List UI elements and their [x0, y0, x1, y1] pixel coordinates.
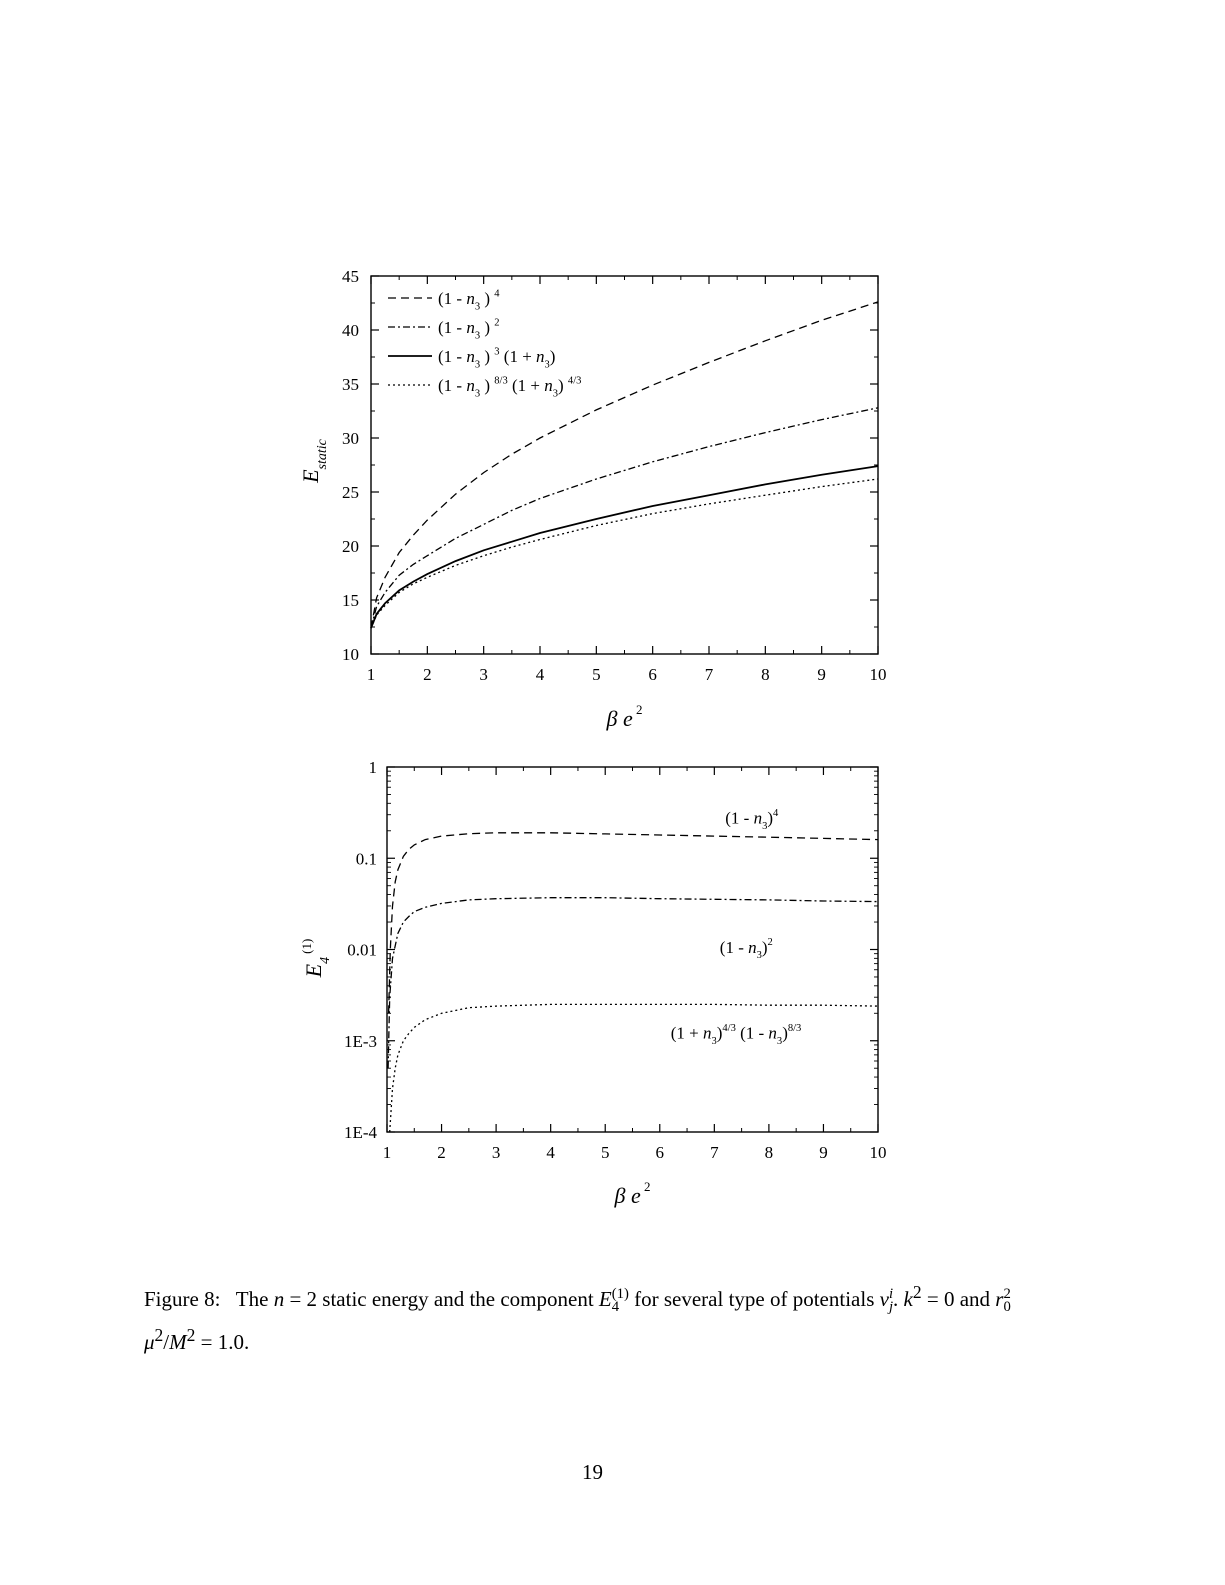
- series-line-solid: [371, 466, 878, 628]
- x-tick-label: 4: [535, 665, 545, 684]
- series-line-dashdot: [371, 408, 878, 628]
- y-tick-label: 1E-3: [343, 1031, 377, 1051]
- x-tick-label: 6: [655, 1143, 665, 1162]
- y-tick-label: 30: [342, 429, 359, 448]
- x-tick-label: 5: [592, 665, 601, 684]
- legend-label: ($1 - n_3$ ) $^2$: [438, 317, 500, 342]
- y-tick-label: 45: [342, 267, 359, 286]
- y-tick-label: 35: [342, 375, 359, 394]
- x-axis-title: β e $^2$: [614, 1179, 651, 1208]
- x-axis-title: β e $^2$: [606, 702, 643, 731]
- series-group: [388, 833, 878, 1132]
- curve-annotation: $(1 + n_3)^{4/3}$ $(1 - n_3)^{8/3}$: [670, 1022, 802, 1047]
- x-tick-label: 8: [761, 665, 770, 684]
- legend-label: ($1 - n_3$ ) $^4$: [438, 288, 500, 313]
- x-tick-label: 9: [819, 1143, 828, 1162]
- legend-label: ($1 - n_3$ ) $^{8/3}$ $(1 + n_3)$ $^{4/3}$: [438, 375, 582, 400]
- series-line-dashdot: [388, 898, 878, 1068]
- x-tick-label: 2: [423, 665, 432, 684]
- x-tick-label: 2: [437, 1143, 446, 1162]
- caption-label: Figure 8:: [144, 1287, 221, 1311]
- curve-annotation: $(1 - n_3)^4$: [725, 807, 779, 832]
- series-line-dashed: [389, 833, 878, 1014]
- x-tick-label: 3: [491, 1143, 501, 1162]
- y-tick-label: 40: [342, 321, 359, 340]
- x-tick-label: 6: [648, 665, 657, 684]
- y-tick-label: 25: [342, 483, 359, 502]
- y-tick-label: 0.01: [347, 940, 377, 960]
- plot-frame: [387, 767, 878, 1132]
- x-tick-label: 8: [764, 1143, 774, 1162]
- x-tick-label: 3: [479, 665, 488, 684]
- y-tick-label: 15: [342, 591, 359, 610]
- y-tick-label: 1: [368, 758, 377, 777]
- chart-1: [298, 267, 887, 731]
- x-tick-label: 7: [710, 1143, 719, 1162]
- y-axis-title: $E_{static}$: [298, 439, 330, 483]
- x-tick-label: 7: [704, 665, 714, 684]
- x-tick-label: 4: [546, 1143, 555, 1162]
- x-tick-label: 5: [600, 1143, 610, 1162]
- x-axis: [383, 767, 887, 1162]
- x-axis: [367, 276, 887, 684]
- y-tick-label: 10: [342, 645, 359, 664]
- series-line-dotted: [371, 479, 878, 628]
- y-axis: [344, 758, 878, 1142]
- legend-label: ($1 - n_3$ ) $^3$ $(1 + n_3)$: [438, 346, 556, 371]
- curve-annotation: $(1 - n_3)^2$: [719, 937, 773, 962]
- y-tick-label: 1E-4: [343, 1123, 377, 1142]
- y-tick-label: 20: [342, 537, 359, 556]
- x-tick-label: 1: [382, 1143, 392, 1162]
- chart-2: [299, 758, 887, 1208]
- page-number: 19: [582, 1460, 603, 1484]
- legend: [388, 288, 581, 399]
- y-axis-title: $E_4^{(1)}$: [299, 938, 333, 978]
- series-line-dotted: [390, 1004, 878, 1132]
- x-tick-label: 9: [817, 665, 826, 684]
- x-tick-label: 10: [869, 1143, 887, 1162]
- x-tick-label: 1: [366, 665, 376, 684]
- y-tick-label: 0.1: [355, 849, 377, 869]
- figure-caption: Figure 8: The n = 2 static energy and the component E (1) 4 for several type of potentials v i j . $k^2 = 0$ and r 2 0 $\mu^2/M^2 = 1.0$.: [144, 1282, 1011, 1354]
- x-tick-label: 10: [869, 665, 887, 684]
